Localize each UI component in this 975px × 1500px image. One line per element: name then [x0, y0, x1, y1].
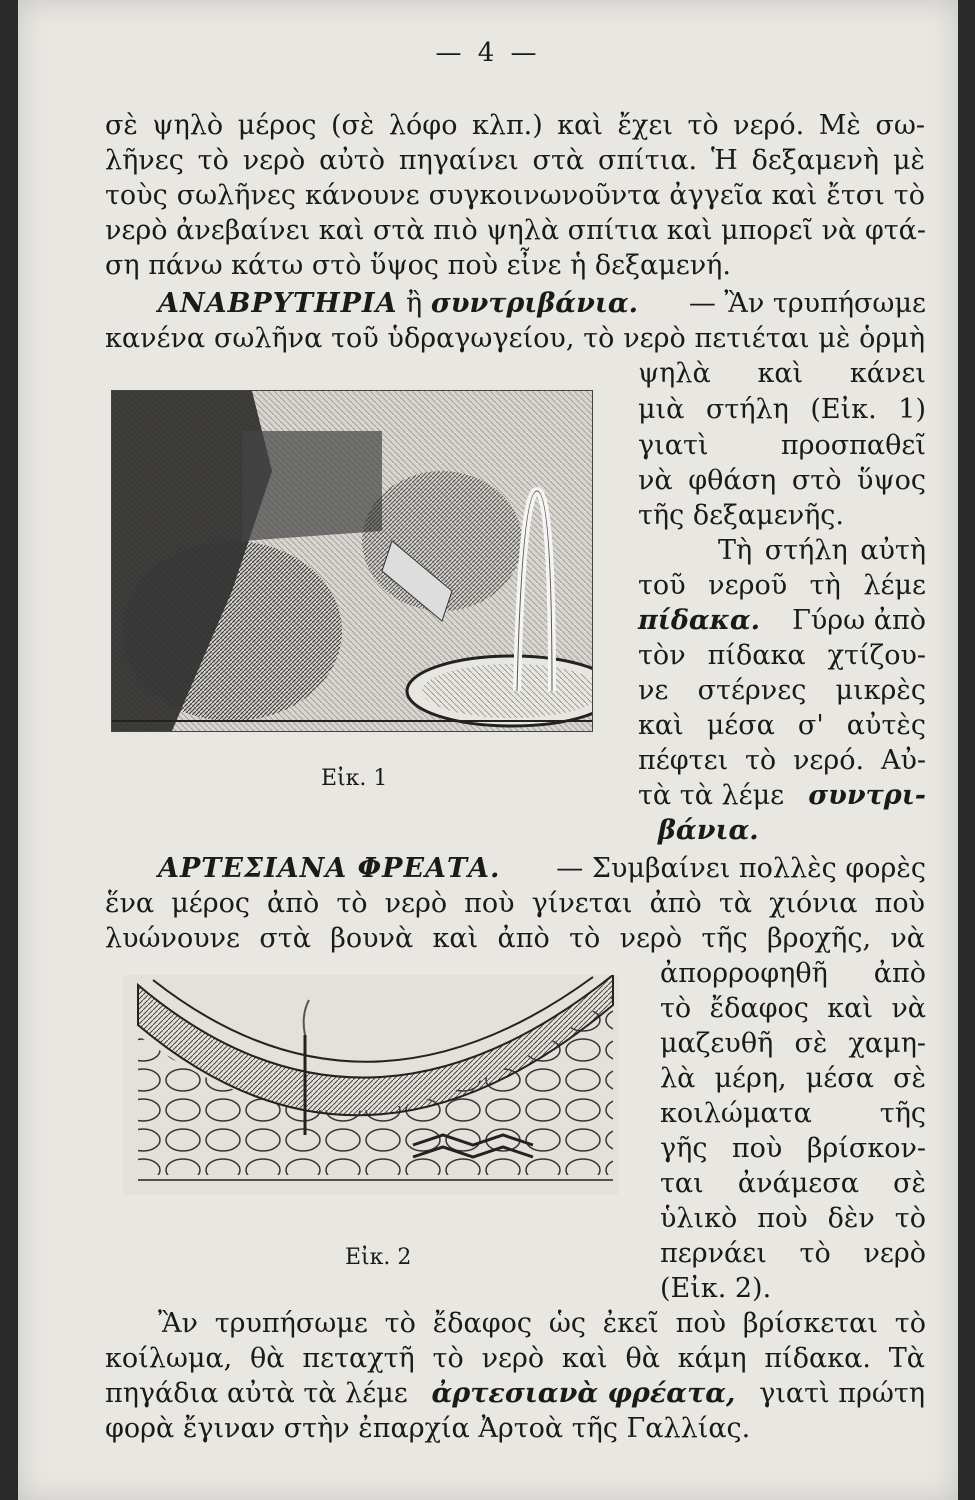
- term-bold: πίδακα.: [638, 605, 761, 636]
- text-line: νερὸ ἀνεβαίνει καὶ στὰ πιὸ ψηλὰ σπίτια καὶ μπορεῖ νὰ φτά-: [105, 215, 927, 246]
- text-line: [638, 782, 926, 809]
- text-line: νε στέρνες μικρὲς: [638, 675, 926, 706]
- book-page: [18, 0, 958, 1500]
- text-fragment: — Συμβαίνει πολλὲς φορὲς: [556, 853, 926, 884]
- text-line: καὶ μέσα σ' αὐτὲς: [638, 710, 926, 741]
- text-line: λυώνουνε στὰ βουνὰ καὶ ἀπὸ τὸ νερὸ τῆς βροχῆς, νὰ: [105, 923, 925, 954]
- text-line: ὑλικὸ ποὺ δὲν τὸ: [660, 1203, 926, 1234]
- text-line: ση πάνω κάτω στὸ ὕψος ποὺ εἶνε ἡ δεξαμενή.: [105, 250, 731, 281]
- fountain-engraving-figure: [111, 390, 593, 732]
- figure-1-caption: Εἰκ. 1: [321, 766, 388, 791]
- text-fragment: — Ἂν τρυπήσωμε: [688, 288, 926, 319]
- text-line: ψηλὰ καὶ κάνει: [638, 358, 926, 389]
- heading-connector: ἢ: [397, 288, 431, 319]
- text-line: λῆνες τὸ νερὸ αὐτὸ πηγαίνει στὰ σπίτια. Ἡ δεξαμενὴ μὲ: [105, 145, 925, 176]
- text-line: σὲ ψηλὸ μέρος (σὲ λόφο κλπ.) καὶ ἔχει τὸ νερό. Μὲ σω-: [105, 110, 925, 141]
- figure-2-caption: Εἰκ. 2: [345, 1245, 412, 1270]
- text-line: περνάει τὸ νερὸ: [660, 1238, 926, 1269]
- text-line: [658, 817, 759, 844]
- text-line: Τὴ στήλη αὐτὴ: [718, 535, 926, 566]
- text-line: κοίλωμα, θὰ πεταχτῆ τὸ νερὸ καὶ θὰ κάμη πίδακα. Τὰ: [105, 1343, 925, 1374]
- text-line: λὰ μέρη, μέσα σὲ: [660, 1063, 926, 1094]
- text-fragment: γιατὶ πρώτη: [759, 1378, 925, 1409]
- section-heading: ΑΝΑΒΡΥΤΗΡΙΑ: [158, 288, 398, 319]
- section-heading-line: [158, 290, 926, 317]
- artesian-basin-illustration: [123, 975, 618, 1195]
- text-line: μιὰ στήλη (Εἰκ. 1): [638, 394, 926, 425]
- artesian-basin-figure: [123, 975, 618, 1195]
- text-line: τοὺς σωλῆνες κάνουνε συγκοινωνοῦντα ἀγγεῖα καὶ ἔτσι τὸ: [105, 180, 925, 211]
- text-line: φορὰ ἔγιναν στὴν ἐπαρχία Ἀρτοὰ τῆς Γαλλίας.: [105, 1413, 751, 1444]
- text-line: (Εἰκ. 2).: [660, 1273, 772, 1304]
- text-line: τῆς δεξαμενῆς.: [638, 500, 844, 531]
- fountain-illustration: [112, 391, 592, 731]
- text-line: τὸ ἔδαφος καὶ νὰ: [660, 993, 926, 1024]
- text-line: ἕνα μέρος ἀπὸ τὸ νερὸ ποὺ γίνεται ἀπὸ τὰ χιόνια ποὺ: [105, 888, 925, 919]
- text-line: γιατὶ προσπαθεῖ: [638, 430, 926, 461]
- section-heading-alt: συντριβάνια.: [430, 288, 639, 319]
- text-fragment: τὰ τὰ λέμε: [638, 780, 785, 811]
- text-line: γῆς ποὺ βρίσκον-: [660, 1133, 926, 1164]
- text-line: ται ἀνάμεσα σὲ: [660, 1168, 926, 1199]
- text-line: Ἂν τρυπήσωμε τὸ ἔδαφος ὡς ἐκεῖ ποὺ βρίσκεται τὸ: [158, 1308, 926, 1339]
- term-bold: βάνια.: [658, 815, 759, 846]
- section-heading-line: [158, 855, 926, 882]
- section-heading: ΑΡΤΕΣΙΑΝΑ ΦΡΕΑΤΑ.: [158, 853, 501, 884]
- term-bold: ἀρτεσιανὰ φρέατα,: [431, 1378, 736, 1409]
- text-line: τοῦ νεροῦ τὴ λέμε: [638, 570, 926, 601]
- text-line: κανένα σωλῆνα τοῦ ὑδραγωγείου, τὸ νερὸ πετιέται μὲ ὁρμὴ: [105, 323, 925, 354]
- text-line: τὸν πίδακα χτίζου-: [638, 640, 926, 671]
- text-line: πέφτει τὸ νερό. Αὐ-: [638, 745, 926, 776]
- text-line: [638, 607, 926, 634]
- text-line: κοιλώματα τῆς: [660, 1098, 926, 1129]
- text-line: μαζευθῆ σὲ χαμη-: [660, 1028, 926, 1059]
- text-line: [105, 1380, 925, 1407]
- text-fragment: πηγάδια αὐτὰ τὰ λέμε: [105, 1378, 408, 1409]
- text-line: νὰ φθάση στὸ ὕψος: [638, 465, 926, 496]
- term-bold: συντρι-: [808, 780, 926, 811]
- text-line: ἀπορροφηθῆ ἀπὸ: [660, 958, 926, 989]
- text-fragment: Γύρω ἀπὸ: [792, 605, 926, 636]
- page-number: — 4 —: [435, 38, 541, 68]
